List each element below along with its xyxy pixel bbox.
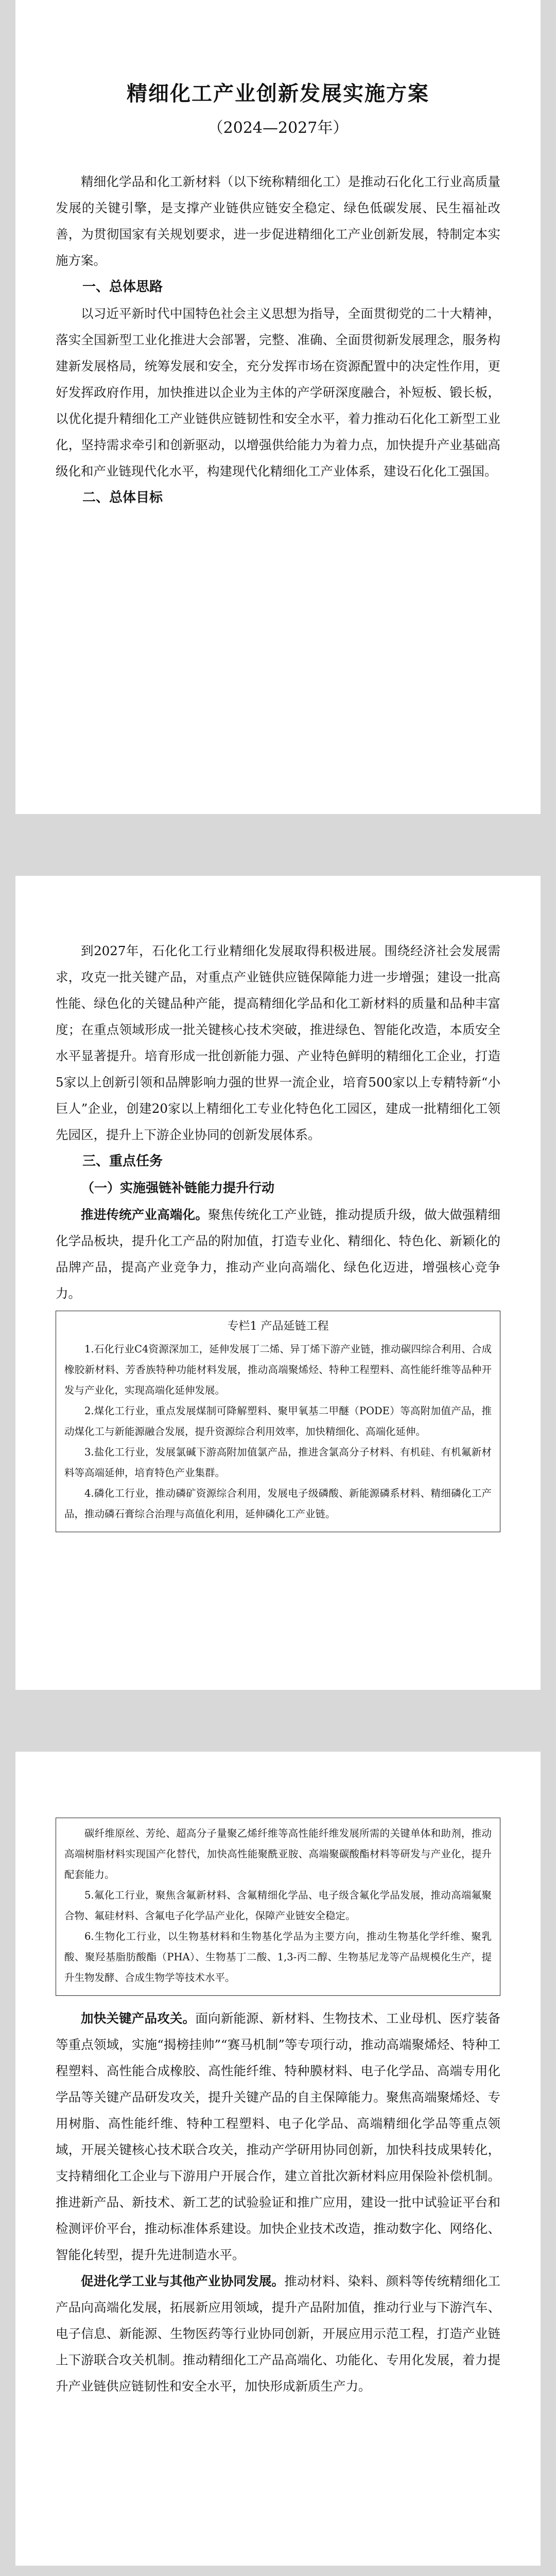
- task2-lead: 加快关键产品攻关。: [81, 2011, 196, 2026]
- document-title: 精细化工产业创新发展实施方案: [127, 81, 429, 106]
- box1-cont-item: 碳纤维原丝、芳纶、超高分子量聚乙烯纤维等高性能纤维发展所需的关键单体和助剂，推动高端树脂材料实现国产化替代，加快高性能聚酰亚胺、高端聚碳酸酯材料等研发与产业化，提升配套能力。: [64, 1827, 492, 1880]
- column-box-1: [56, 1311, 500, 1532]
- intro-paragraph: 精细化学品和化工新材料（以下统称精细化工）是推动石化化工行业高质量发展的关键引擎，是支撑产业链供应链安全稳定、绿色低碳发展、民生福祉改善，为贯彻国家有关规划要求，进一步促进精细化工产业创新发展，特制定本实施方案。: [56, 174, 500, 268]
- document-subtitle: （2024—2027年）: [207, 119, 349, 137]
- section-heading-3: 三、重点任务: [82, 1154, 163, 1169]
- section1-paragraph: 以习近平新时代中国特色社会主义思想为指导，全面贯彻党的二十大精神，落实全国新型工业化推进大会部署，完整、准确、全面贯彻新发展理念，服务构建新发展格局，统筹发展和安全，充分发挥市场在资源配置中的决定性作用，更好发挥政府作用，加快推进以企业为主体的产学研深度融合，补短板、锻长板，以优化提升精细化工产业链供应链韧性和安全水平，着力推动石化化工新型工业化，坚持需求牵引和创新驱动，以增强供给能力为着力点，加快提升产业基础高级化和产业链现代化水平，构建现代化精细化工产业体系，建设石化化工强国。: [56, 306, 500, 479]
- task3-text: 推动材料、染料、颜料等传统精细化工产品向高端化发展，拓展新应用领域，提升产品附加值，推动行业与下游汽车、电子信息、新能源、生物医药等行业协同创新，开展应用示范工程，打造产业链上下游联合攻关机制。推动精细化工产品高端化、功能化、专用化发展，着力提升产业链供应链韧性和安全水平，加快形成新质生产力。: [56, 2274, 500, 2394]
- document-page-3: [15, 1752, 541, 2566]
- column-box-1-title: 专栏1 产品延链工程: [227, 1320, 329, 1333]
- section-heading-2: 二、总体目标: [82, 490, 163, 505]
- section-heading-1: 一、总体思路: [82, 279, 163, 295]
- subsection-heading-1: （一）实施强链补链能力提升行动: [81, 1180, 275, 1195]
- column-box-1-continued: [56, 1818, 500, 1996]
- task3-paragraph: [56, 2268, 500, 2399]
- task2-text: 面向新能源、新材料、生物技术、工业母机、医疗装备等重点领域，实施“揭榜挂帅”“赛马机制”等专项行动，推动高端聚烯烃、特种工程塑料、高性能合成橡胶、高性能纤维、特种膜材料、电子化学品、高端专用化学品等关键产品研发攻关，提升关键产品的自主保障能力。聚焦高端聚烯烃、专用树脂、高性能纤维、特种工程塑料、电子化学品、高端精细化学品等重点领域，开展关键核心技术联合攻关，推动产学研用协同创新，加快科技成果转化，支持精细化工企业与下游用户开展合作，建立首批次新材料应用保险补偿机制。推进新产品、新技术、新工艺的试验验证和推广应用，建设一批中试验证平台和检测评价平台，推动标准体系建设。加快企业技术改造，推动数字化、网络化、智能化转型，提升先进制造水平。: [56, 2011, 500, 2262]
- box1-item: 4.磷化工行业，推动磷矿资源综合利用，发展电子级磷酸、新能源磷系材料、精细磷化工产品，推动磷石膏综合治理与高值化利用，延伸磷化工产业链。: [64, 1487, 492, 1520]
- box1-cont-item: 5.氟化工行业，聚焦含氟新材料、含氟精细化学品、电子级含氟化学品发展，推动高端氟聚合物、氟硅材料、含氟电子化学品产业化，保障产业链安全稳定。: [64, 1889, 492, 1922]
- box1-item: 3.盐化工行业，发展氯碱下游高附加值氯产品，推进含氯高分子材料、有机硅、有机氟新材料等高端延伸，培育特色产业集群。: [64, 1446, 492, 1479]
- task2-paragraph: [56, 2005, 500, 2268]
- task1-text: 聚焦传统化工产业链，推动提质升级，做大做强精细化学品板块，提升化工产品的附加值，打造专业化、精细化、特色化、新颖化的品牌产品，提高产业竞争力，推动产业向高端化、绿色化迈进，增强核心竞争力。: [56, 1207, 500, 1301]
- task1-lead: 推进传统产业高端化。: [81, 1207, 208, 1222]
- box1-cont-item: 6.生物化工行业，以生物基材料和生物基化学品为主要方向，推动生物基化学纤维、聚乳酸、聚羟基脂肪酸酯（PHA）、生物基丁二酸、1,3-丙二醇、生物基尼龙等产品规模化生产，提升生物发酵、合成生物学等技术水平。: [64, 1930, 492, 1984]
- box1-item: 2.煤化工行业，重点发展煤制可降解塑料、聚甲氧基二甲醚（PODE）等高附加值产品，推动煤化工与新能源融合发展，提升资源综合利用效率，加快精细化、高端化延伸。: [64, 1405, 492, 1437]
- document-page-2: [15, 876, 541, 1690]
- box1-item: 1.石化行业C4资源深加工，延伸发展丁二烯、异丁烯下游产业链，推动碳四综合利用、合成橡胶新材料、芳香族特种功能材料发展，推动高端聚烯烃、特种工程塑料、高性能纤维等品种开发与产业化，实现高端化延伸发展。: [64, 1343, 492, 1396]
- document-page-1: [15, 0, 541, 814]
- task1-paragraph: [56, 1201, 500, 1307]
- section2-paragraph: 到2027年，石化化工行业精细化发展取得积极进展。围绕经济社会发展需求，攻克一批关键产品，对重点产业链供应链保障能力进一步增强；建设一批高性能、绿色化的关键品种产能，提高精细化学品和化工新材料的质量和品种丰富度；在重点领域形成一批关键核心技术突破，推进绿色、智能化改造，本质安全水平显著提升。培育形成一批创新能力强、产业特色鲜明的精细化工企业，打造5家以上创新引领和品牌影响力强的世界一流企业，培育500家以上专精特新“小巨人”企业，创建20家以上精细化工专业化特色化工园区，建成一批精细化工领先园区，提升上下游企业协同的创新发展体系。: [56, 943, 500, 1142]
- task3-lead: 促进化学工业与其他产业协同发展。: [81, 2274, 285, 2289]
